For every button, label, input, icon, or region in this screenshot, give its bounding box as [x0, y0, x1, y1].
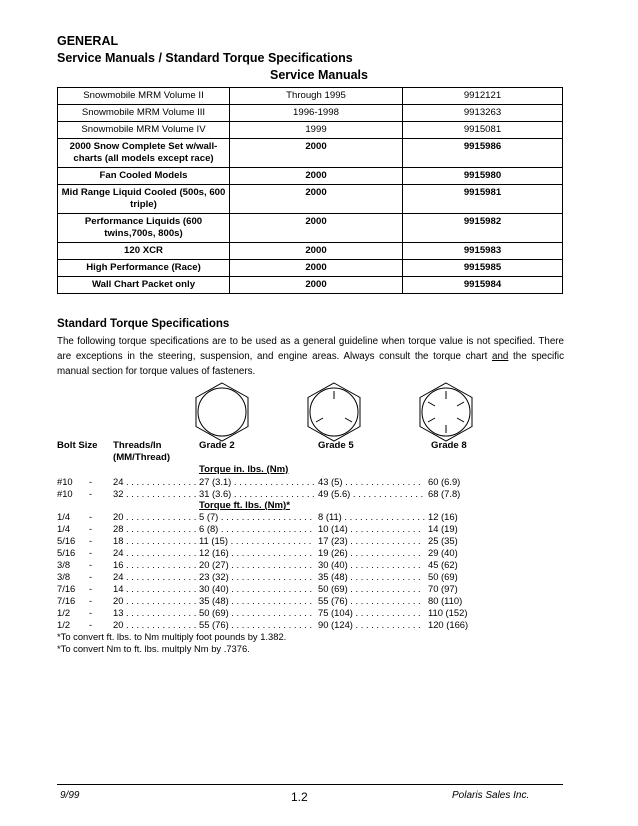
threads-per-inch: 24 . . . . . . . . . . . . . .	[113, 547, 197, 558]
threads-per-inch: 20 . . . . . . . . . . . . . .	[113, 619, 197, 630]
grade-5-value: 10 (14) . . . . . . . . . . . . . .	[318, 523, 421, 534]
separator-dash: -	[89, 511, 93, 522]
manual-name: 2000 Snow Complete Set w/wall-charts (all models except race)	[58, 139, 230, 168]
service-manuals-heading-text: Service Manuals	[270, 68, 368, 82]
col-header-grade-5: Grade 5	[318, 440, 354, 451]
manual-year: Through 1995	[230, 88, 403, 105]
conversion-note-1: *To convert ft. lbs. to Nm multiply foot pounds by 1.382.	[57, 631, 287, 642]
bolt-size: 3/8	[57, 559, 71, 570]
bolt-size: #10	[57, 488, 73, 499]
grade-2-value: 6 (8) . . . . . . . . . . . . . . . . . .	[199, 523, 313, 534]
manual-year: 2000	[230, 168, 403, 185]
conversion-note-2: *To convert Nm to ft. lbs. multply Nm by .7376.	[57, 643, 250, 654]
bolt-head-grade-2-icon	[193, 382, 251, 442]
grade-2-value: 27 (3.1) . . . . . . . . . . . . . . . .	[199, 476, 315, 487]
torque-row	[57, 607, 577, 619]
manual-row	[58, 139, 563, 168]
manual-year: 1996-1998	[230, 105, 403, 122]
manual-name: Snowmobile MRM Volume IV	[58, 122, 230, 139]
grade-5-value: 43 (5) . . . . . . . . . . . . . . .	[318, 476, 421, 487]
col-header-grade-2: Grade 2	[199, 440, 235, 451]
grade-5-value: 75 (104) . . . . . . . . . . . . .	[318, 607, 421, 618]
bolt-size: 1/2	[57, 619, 71, 630]
torque-row	[57, 523, 577, 535]
manual-row	[58, 88, 563, 105]
manual-part-number: 9915984	[403, 277, 563, 294]
manual-row	[58, 277, 563, 294]
manual-row	[58, 168, 563, 185]
manual-name: Fan Cooled Models	[58, 168, 230, 185]
footer-date: 9/99	[60, 790, 80, 801]
grade-8-value: 70 (97)	[428, 583, 458, 594]
manual-year: 2000	[230, 139, 403, 168]
torque-row	[57, 488, 577, 500]
torque-row	[57, 619, 577, 631]
bolt-size: 1/2	[57, 607, 71, 618]
separator-dash: -	[89, 535, 93, 546]
threads-per-inch: 14 . . . . . . . . . . . . . .	[113, 583, 197, 594]
separator-dash: -	[89, 619, 93, 630]
threads-per-inch: 24 . . . . . . . . . . . . . .	[113, 476, 197, 487]
manual-part-number: 9915981	[403, 185, 563, 214]
bolt-size: #10	[57, 476, 73, 487]
grade-5-value: 19 (26) . . . . . . . . . . . . . .	[318, 547, 421, 558]
grade-8-value: 12 (16)	[428, 511, 458, 522]
torque-row	[57, 547, 577, 559]
grade-2-value: 11 (15) . . . . . . . . . . . . . . . .	[199, 535, 312, 546]
manual-part-number: 9913263	[403, 105, 563, 122]
threads-per-inch: 16 . . . . . . . . . . . . . .	[113, 559, 197, 570]
grade-2-value: 5 (7) . . . . . . . . . . . . . . . . . .	[199, 511, 313, 522]
manual-row	[58, 260, 563, 277]
manual-part-number: 9915985	[403, 260, 563, 277]
separator-dash: -	[89, 607, 93, 618]
col-header-bolt-size: Bolt Size	[57, 440, 98, 451]
section-title: GENERAL	[57, 34, 119, 48]
manual-name: Performance Liquids (600 twins,700s, 800s)	[58, 214, 230, 243]
bolt-head-grade-5-icon	[305, 382, 363, 442]
manual-name: 120 XCR	[58, 243, 230, 260]
torque-row	[57, 595, 577, 607]
bolt-size: 5/16	[57, 535, 76, 546]
grade-5-value: 50 (69) . . . . . . . . . . . . . .	[318, 583, 421, 594]
subheader-torque-ft-lbs: Torque ft. lbs. (Nm)*	[199, 500, 290, 511]
separator-dash: -	[89, 547, 93, 558]
grade-2-value: 23 (32) . . . . . . . . . . . . . . . .	[199, 571, 313, 582]
bolt-size: 7/16	[57, 583, 76, 594]
torque-row	[57, 511, 577, 523]
threads-per-inch: 24 . . . . . . . . . . . . . .	[113, 571, 197, 582]
grade-2-value: 20 (27) . . . . . . . . . . . . . . . .	[199, 559, 313, 570]
grade-5-value: 17 (23) . . . . . . . . . . . . . .	[318, 535, 421, 546]
threads-per-inch: 20 . . . . . . . . . . . . . .	[113, 595, 197, 606]
col-header-threads: Threads/In (MM/Thread)	[113, 440, 171, 463]
page-number: 1.2	[291, 790, 308, 804]
grade-5-value: 90 (124) . . . . . . . . . . . . .	[318, 619, 421, 630]
manual-year: 2000	[230, 214, 403, 243]
threads-per-inch: 13 . . . . . . . . . . . . . .	[113, 607, 197, 618]
grade-5-value: 30 (40) . . . . . . . . . . . . . .	[318, 559, 421, 570]
grade-8-value: 14 (19)	[428, 523, 458, 534]
grade-5-value: 49 (5.6) . . . . . . . . . . . . . .	[318, 488, 424, 499]
grade-2-value: 31 (3.6) . . . . . . . . . . . . . . . .	[199, 488, 315, 499]
manual-row	[58, 105, 563, 122]
grade-8-value: 29 (40)	[428, 547, 458, 558]
manual-part-number: 9915980	[403, 168, 563, 185]
manual-year: 2000	[230, 277, 403, 294]
manual-year: 2000	[230, 243, 403, 260]
para-text-a: The following torque specifications are to be used as a general guideline when torque value is not specified. There are exceptions in the steering, suspension, and engine areas. Always consult the torque chart	[57, 336, 564, 362]
manual-year: 1999	[230, 122, 403, 139]
para-text-b: the specific manual section for torque values of fasteners.	[57, 351, 564, 377]
grade-8-value: 60 (6.9)	[428, 476, 461, 487]
grade-2-value: 55 (76) . . . . . . . . . . . . . . . .	[199, 619, 313, 630]
threads-per-inch: 18 . . . . . . . . . . . . . .	[113, 535, 197, 546]
grade-8-value: 50 (69)	[428, 571, 458, 582]
separator-dash: -	[89, 523, 93, 534]
separator-dash: -	[89, 583, 93, 594]
manual-name: Snowmobile MRM Volume II	[58, 88, 230, 105]
manual-name: Snowmobile MRM Volume III	[58, 105, 230, 122]
manual-name: Mid Range Liquid Cooled (500s, 600 triple)	[58, 185, 230, 214]
manual-row	[58, 122, 563, 139]
torque-row	[57, 571, 577, 583]
grade-2-value: 30 (40) . . . . . . . . . . . . . . . .	[199, 583, 313, 594]
manual-row	[58, 214, 563, 243]
torque-row	[57, 559, 577, 571]
grade-8-value: 110 (152)	[428, 607, 468, 618]
threads-per-inch: 20 . . . . . . . . . . . . . .	[113, 511, 197, 522]
torque-section-title: Standard Torque Specifications	[57, 318, 230, 330]
bolt-size: 7/16	[57, 595, 76, 606]
manual-part-number: 9915983	[403, 243, 563, 260]
manual-row	[58, 243, 563, 260]
manual-part-number: 9912121	[403, 88, 563, 105]
bolt-head-grade-8-icon	[417, 382, 475, 442]
subheader-torque-in-lbs: Torque in. lbs. (Nm)	[199, 464, 289, 475]
separator-dash: -	[89, 559, 93, 570]
grade-2-value: 12 (16) . . . . . . . . . . . . . . . .	[199, 547, 313, 558]
grade-5-value: 55 (76) . . . . . . . . . . . . . .	[318, 595, 421, 606]
grade-8-value: 45 (62)	[428, 559, 458, 570]
manual-name: High Performance (Race)	[58, 260, 230, 277]
grade-8-value: 25 (35)	[428, 535, 458, 546]
grade-2-value: 35 (48) . . . . . . . . . . . . . . . .	[199, 595, 313, 606]
bolt-size: 5/16	[57, 547, 76, 558]
threads-per-inch: 32 . . . . . . . . . . . . . .	[113, 488, 197, 499]
footer-rule	[57, 784, 563, 785]
grade-8-value: 120 (166)	[428, 619, 469, 630]
footer-company: Polaris Sales Inc.	[452, 790, 530, 801]
grade-5-value: 35 (48) . . . . . . . . . . . . . .	[318, 571, 421, 582]
torque-intro-paragraph	[57, 334, 564, 379]
manual-year: 2000	[230, 260, 403, 277]
manual-part-number: 9915982	[403, 214, 563, 243]
separator-dash: -	[89, 571, 93, 582]
torque-row	[57, 583, 577, 595]
manual-year: 2000	[230, 185, 403, 214]
grade-2-value: 50 (69) . . . . . . . . . . . . . . . .	[199, 607, 313, 618]
torque-row	[57, 535, 577, 547]
torque-row	[57, 476, 577, 488]
service-manuals-table	[57, 87, 563, 294]
threads-per-inch: 28 . . . . . . . . . . . . . .	[113, 523, 197, 534]
separator-dash: -	[89, 488, 93, 499]
manual-part-number: 9915081	[403, 122, 563, 139]
page-title: Service Manuals / Standard Torque Specifications	[57, 51, 353, 65]
separator-dash: -	[89, 476, 93, 487]
grade-5-value: 8 (11) . . . . . . . . . . . . . . . .	[318, 511, 426, 522]
bolt-size: 1/4	[57, 523, 71, 534]
manual-part-number: 9915986	[403, 139, 563, 168]
grade-8-value: 68 (7.8)	[428, 488, 461, 499]
bolt-size: 3/8	[57, 571, 71, 582]
grade-8-value: 80 (110)	[428, 595, 463, 606]
separator-dash: -	[89, 595, 93, 606]
manual-row	[58, 185, 563, 214]
bolt-size: 1/4	[57, 511, 71, 522]
para-text-and: and	[492, 351, 509, 362]
col-header-grade-8: Grade 8	[431, 440, 467, 451]
manual-name: Wall Chart Packet only	[58, 277, 230, 294]
